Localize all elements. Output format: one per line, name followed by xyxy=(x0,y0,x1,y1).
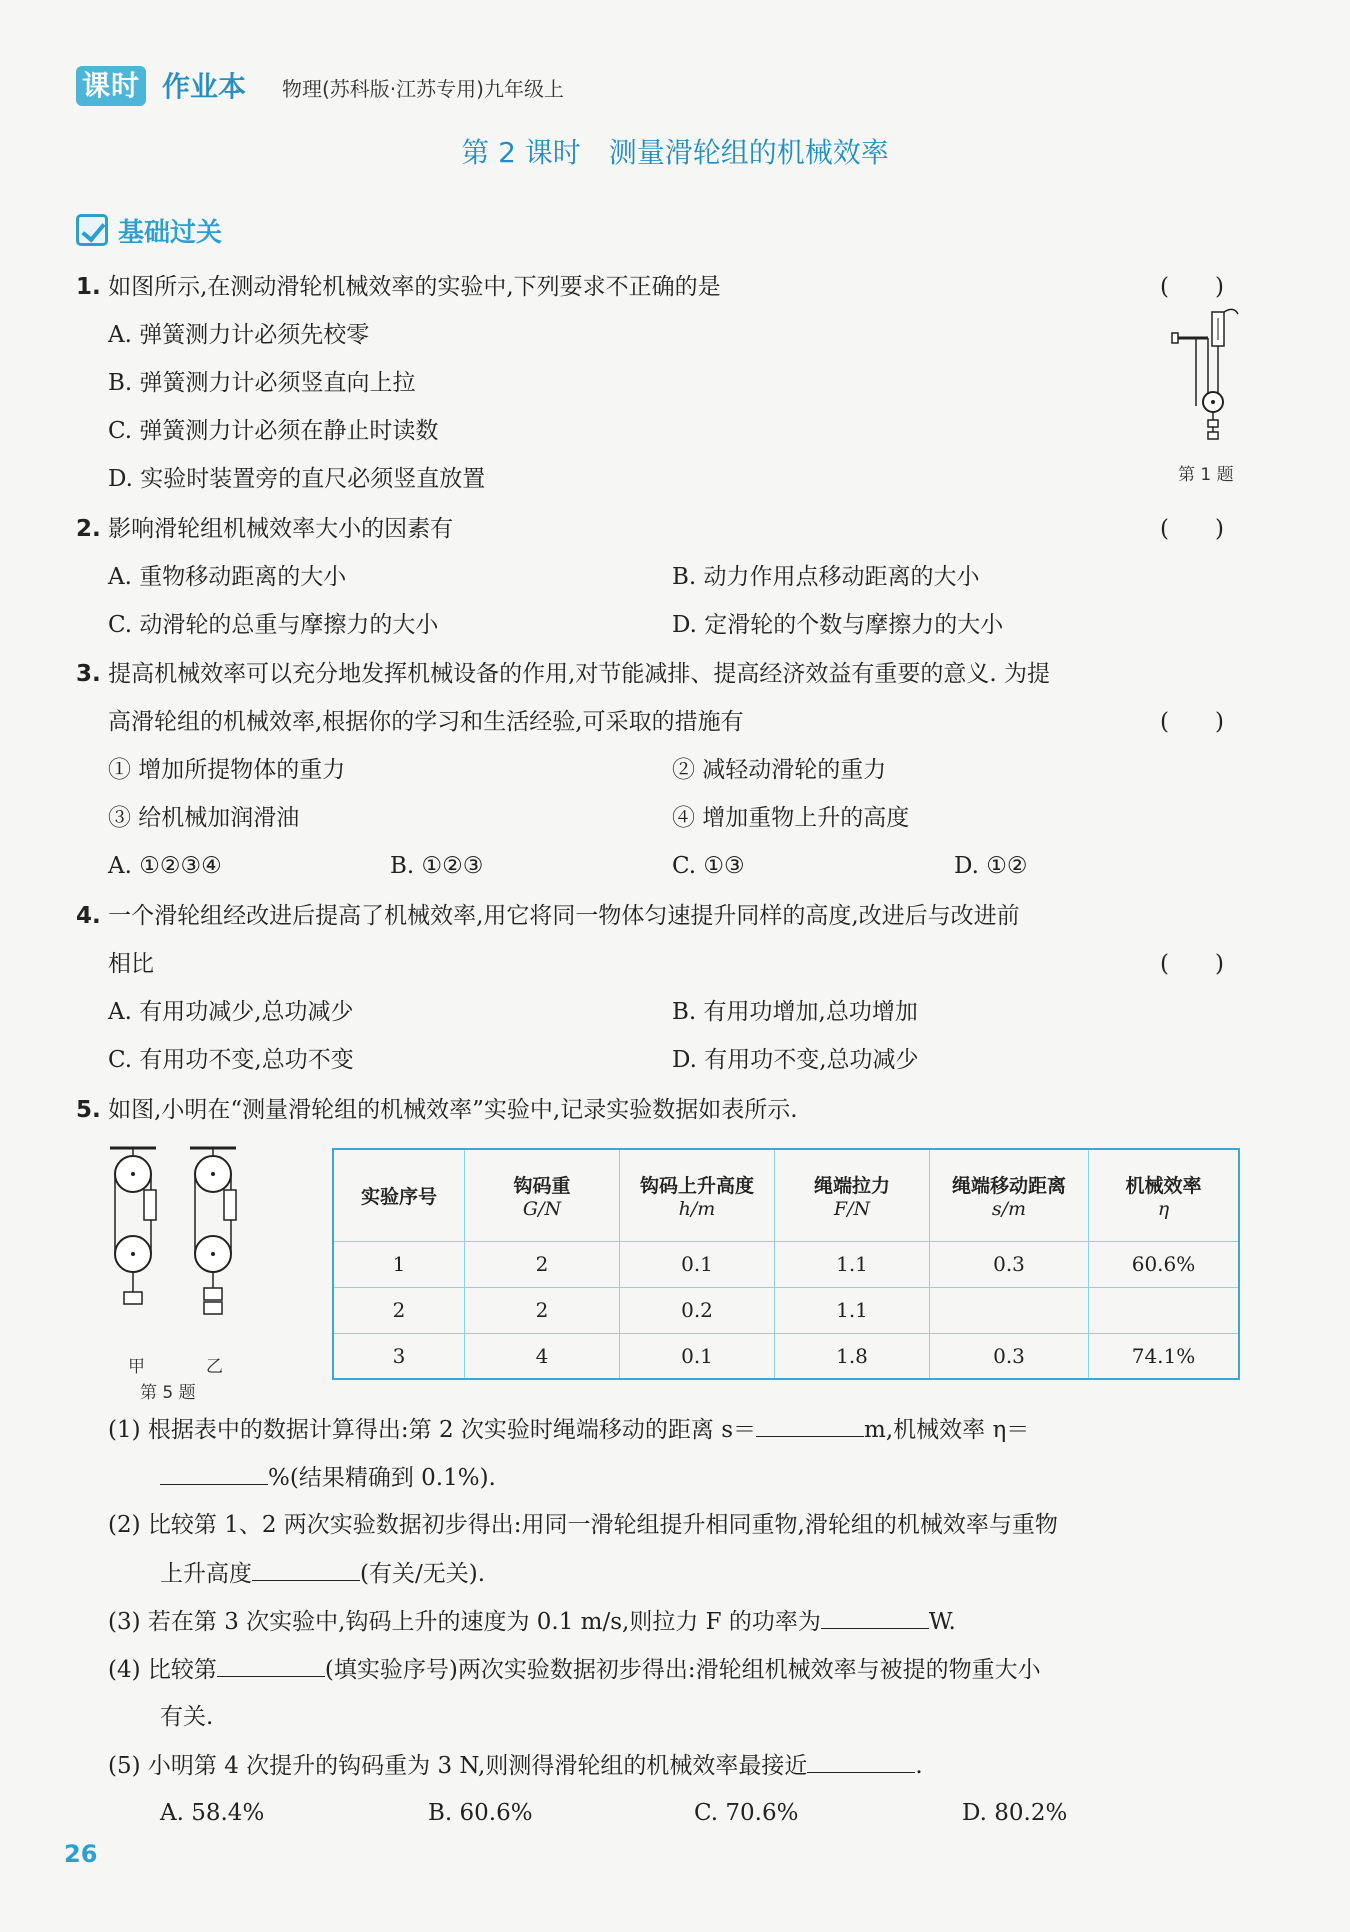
table-row xyxy=(333,1333,1239,1379)
measure-item-2: ② 减轻动滑轮的重力 xyxy=(672,757,887,783)
question-3-stem xyxy=(76,659,1050,689)
table-cell: 0.3 xyxy=(930,1333,1089,1379)
table-cell: 2 xyxy=(465,1287,620,1333)
col-header-trial: 实验序号 xyxy=(333,1149,465,1241)
table-cell: 2 xyxy=(333,1287,465,1333)
option-c: C. 有用功不变,总功不变 xyxy=(108,1047,354,1073)
option-a: A. ①②③④ xyxy=(108,853,222,879)
option-b: B. 动力作用点移动距离的大小 xyxy=(672,564,980,590)
table-cell: 60.6% xyxy=(1089,1241,1240,1287)
table-cell: 0.1 xyxy=(620,1333,775,1379)
answer-paren: ( ) xyxy=(1160,709,1224,735)
section-header xyxy=(76,210,222,250)
table-cell: 2 xyxy=(465,1241,620,1287)
option-d: D. 80.2% xyxy=(962,1800,1068,1826)
table-cell: 0.3 xyxy=(930,1241,1089,1287)
question-1-stem xyxy=(76,272,721,302)
page-number: 26 xyxy=(64,1840,98,1868)
option-a: A. 重物移动距离的大小 xyxy=(108,564,347,590)
col-header-distance: 绳端移动距离 s/m xyxy=(930,1149,1089,1241)
experiment-data-table xyxy=(332,1148,1240,1380)
figure-1-caption: 第 1 题 xyxy=(1178,465,1234,485)
question-2-stem xyxy=(76,514,453,544)
table-cell: 1.1 xyxy=(775,1287,930,1333)
option-d: D. 实验时装置旁的直尺必须竖直放置 xyxy=(108,466,486,492)
sub-question-2-cont: 上升高度 (有关/无关). xyxy=(160,1558,485,1589)
answer-blank[interactable] xyxy=(160,1462,268,1485)
question-text: 如图所示,在测动滑轮机械效率的实验中,下列要求不正确的是 xyxy=(108,274,721,300)
answer-blank[interactable] xyxy=(756,1414,864,1437)
table-cell: 1 xyxy=(333,1241,465,1287)
table-header-row xyxy=(333,1149,1239,1241)
question-number: 4. xyxy=(76,903,101,929)
col-header-efficiency: 机械效率 η xyxy=(1089,1149,1240,1241)
option-c: C. 动滑轮的总重与摩擦力的大小 xyxy=(108,612,439,638)
question-5-stem xyxy=(76,1095,798,1125)
option-a: A. 58.4% xyxy=(160,1800,265,1826)
sub-question-5: (5) 小明第 4 次提升的钩码重为 3 N,则测得滑轮组的机械效率最接近 . xyxy=(108,1750,923,1781)
col-header-weight: 钩码重 G/N xyxy=(465,1149,620,1241)
col-header-force: 绳端拉力 F/N xyxy=(775,1149,930,1241)
pulley-figure-5 xyxy=(100,1142,250,1342)
option-b: B. 弹簧测力计必须竖直向上拉 xyxy=(108,370,416,396)
sub-question-1: (1) 根据表中的数据计算得出:第 2 次实验时绳端移动的距离 s＝ m,机械效率 η＝ xyxy=(108,1414,1029,1445)
answer-paren: ( ) xyxy=(1160,516,1224,542)
table-cell: 3 xyxy=(333,1333,465,1379)
sub-question-4-cont: 有关. xyxy=(160,1704,214,1730)
table-cell: 0.2 xyxy=(620,1287,775,1333)
answer-blank[interactable] xyxy=(807,1750,915,1773)
figure-label-jia: 甲 xyxy=(128,1357,145,1377)
question-4-stem xyxy=(76,901,1020,931)
option-a: A. 有用功减少,总功减少 xyxy=(108,999,354,1025)
option-d: D. 定滑轮的个数与摩擦力的大小 xyxy=(672,612,1004,638)
question-number: 5. xyxy=(76,1097,101,1123)
sub-question-4: (4) 比较第 (填实验序号)两次实验数据初步得出:滑轮组机械效率与被提的物重大小 xyxy=(108,1654,1041,1685)
table-row xyxy=(333,1241,1239,1287)
table-cell xyxy=(930,1287,1089,1333)
question-text: 提高机械效率可以充分地发挥机械设备的作用,对节能减排、提高经济效益有重要的意义. 为提 xyxy=(108,661,1050,687)
option-b: B. 有用功增加,总功增加 xyxy=(672,999,918,1025)
table-cell: 4 xyxy=(465,1333,620,1379)
measure-item-1: ① 增加所提物体的重力 xyxy=(108,757,346,783)
table-cell xyxy=(1089,1287,1240,1333)
option-a: A. 弹簧测力计必须先校零 xyxy=(108,322,370,348)
option-b: B. 60.6% xyxy=(428,1800,533,1826)
question-text: 一个滑轮组经改进后提高了机械效率,用它将同一物体匀速提升同样的高度,改进后与改进前 xyxy=(108,903,1020,929)
answer-blank[interactable] xyxy=(252,1558,360,1581)
question-4-stem-line2: 相比 xyxy=(108,951,154,977)
measure-item-3: ③ 给机械加润滑油 xyxy=(108,805,300,831)
brand-logo: 课时 xyxy=(76,66,146,106)
option-d: D. 有用功不变,总功减少 xyxy=(672,1047,919,1073)
answer-blank[interactable] xyxy=(217,1654,325,1677)
option-c: C. 70.6% xyxy=(694,1800,799,1826)
sub-question-3: (3) 若在第 3 次实验中,钩码上升的速度为 0.1 m/s,则拉力 F 的功率为 W. xyxy=(108,1606,956,1637)
sub-question-1-cont: %(结果精确到 0.1%). xyxy=(160,1462,496,1493)
option-c: C. 弹簧测力计必须在静止时读数 xyxy=(108,418,439,444)
pulley-figure-1 xyxy=(1168,308,1248,448)
measure-item-4: ④ 增加重物上升的高度 xyxy=(672,805,910,831)
col-header-height: 钩码上升高度 h/m xyxy=(620,1149,775,1241)
section-label: 基础过关 xyxy=(118,217,223,248)
question-text: 影响滑轮组机械效率大小的因素有 xyxy=(108,516,454,542)
table-cell: 1.1 xyxy=(775,1241,930,1287)
question-number: 1. xyxy=(76,274,101,300)
option-c: C. ①③ xyxy=(672,853,745,879)
question-number: 2. xyxy=(76,516,101,542)
question-3-stem-line2: 高滑轮组的机械效率,根据你的学习和生活经验,可采取的措施有 xyxy=(108,709,744,735)
subject-label: 物理(苏科版·江苏专用)九年级上 xyxy=(282,77,564,101)
table-cell: 74.1% xyxy=(1089,1333,1240,1379)
brand-logo-text: 作业本 xyxy=(162,70,247,103)
question-text: 如图,小明在“测量滑轮组的机械效率”实验中,记录实验数据如表所示. xyxy=(108,1097,798,1123)
sub-question-2: (2) 比较第 1、2 两次实验数据初步得出:用同一滑轮组提升相同重物,滑轮组的机械效率与重物 xyxy=(108,1512,1058,1538)
answer-paren: ( ) xyxy=(1160,274,1224,300)
table-cell: 0.1 xyxy=(620,1241,775,1287)
lesson-title: 第 2 课时 测量滑轮组的机械效率 xyxy=(461,136,889,169)
answer-blank[interactable] xyxy=(821,1606,929,1629)
option-b: B. ①②③ xyxy=(390,853,484,879)
checkmark-icon xyxy=(76,214,108,246)
option-d: D. ①② xyxy=(954,853,1028,879)
figure-5-caption: 第 5 题 xyxy=(140,1383,196,1403)
table-row xyxy=(333,1287,1239,1333)
question-number: 3. xyxy=(76,661,101,687)
figure-label-yi: 乙 xyxy=(206,1357,223,1377)
answer-paren: ( ) xyxy=(1160,951,1224,977)
table-cell: 1.8 xyxy=(775,1333,930,1379)
